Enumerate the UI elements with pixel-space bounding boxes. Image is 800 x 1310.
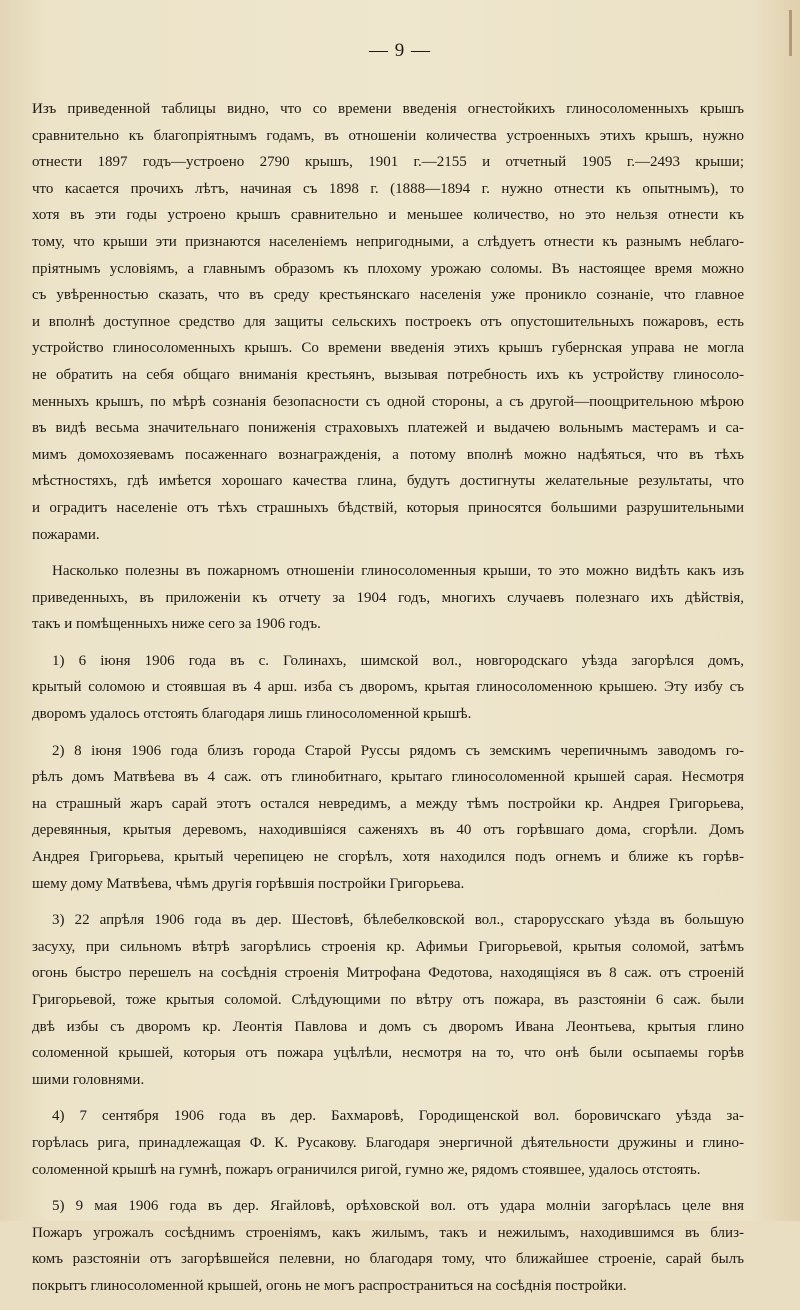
text-line: шему дому Матвѣева, чѣмъ другія горѣвшія постройки Григорьева.: [32, 875, 465, 892]
text-line: Изъ приведенной таблицы видно, что со времени введенія огнестойкихъ глиносоломенныхъ крышъ: [32, 101, 744, 117]
text-line: и оградитъ населеніе отъ тѣхъ страшныхъ бѣдствій, которыя приносятся большими разрушительными: [32, 499, 744, 516]
text-line: мѣстностяхъ, гдѣ имѣется хорошаго качества глина, будутъ достигнуты желательные результаты, что: [32, 473, 744, 490]
paragraph-usefulness: [32, 558, 744, 638]
paragraph-case-5: [32, 1193, 744, 1299]
text-line: пріятнымъ условіямъ, а главнымъ образомъ къ плохому урожаю соломы. Въ настоящее время можно: [32, 260, 744, 277]
text-line: Григорьевой, тоже крытыя соломой. Слѣдующими по вѣтру отъ пожара, въ разстояніи 6 саж. были: [32, 992, 744, 1008]
document-body: [32, 96, 744, 1310]
text-line: мимъ домохозяевамъ посаженнаго вознагражденія, а потому вполнѣ можно надѣяться, что въ тѣхъ: [32, 446, 744, 463]
paragraph-case-2: [32, 738, 744, 898]
text-line: Насколько полезны въ пожарномъ отношеніи глиносоломенныя крыши, то это можно видѣть какъ изъ: [52, 563, 744, 580]
text-line: сравнительно къ благопріятнымъ годамъ, въ отношеніи количества устроенныхъ этихъ крышъ, нужно: [32, 127, 744, 144]
text-line: что касается прочихъ лѣтъ, начиная съ 1898 г. (1888—1894 г. нужно отнести къ опытнымъ), то: [32, 180, 744, 197]
text-line: 2) 8 іюня 1906 года близъ города Старой Руссы рядомъ съ земскимъ черепичнымъ заводомъ го-: [52, 742, 744, 759]
paragraph-case-3: [32, 907, 744, 1093]
page-number: — 9 —: [369, 40, 431, 61]
text-line: 3) 22 апрѣля 1906 года въ дер. Шестовѣ, бѣлебелковской вол., старорусскаго уѣзда въ большую: [52, 912, 744, 929]
text-line: крытый соломою и стоявшая въ 4 арш. изба съ дворомъ, крытая глиносоломенною крышею. Эту избу съ: [32, 679, 744, 696]
paragraph-case-1: [32, 648, 744, 728]
text-line: Пожаръ угрожалъ сосѣднимъ строеніямъ, какъ жилымъ, такъ и нежилымъ, находившимся въ близ-: [32, 1224, 744, 1241]
text-line: двѣ избы съ дворомъ кр. Леонтія Павлова и домъ съ дворомъ Ивана Леонтьева, крытыя глино: [32, 1018, 744, 1035]
text-line: огонь быстро перешелъ на сосѣднія строенія Митрофана Федотова, находящіяся въ 8 саж. отъ строеній: [32, 965, 744, 982]
text-line: отнести 1897 годъ—устроено 2790 крышъ, 1901 г.—2155 и отчетный 1905 г.—2493 крыши;: [32, 154, 744, 171]
text-line: рѣлъ домъ Матвѣева въ 4 саж. отъ глинобитнаго, крытаго глиносоломенной крышей сарая. Несмотря: [32, 769, 744, 786]
text-line: комъ разстояніи отъ загорѣвшейся пелевни, но благодаря тому, что ближайшее строеніе, сарай былъ: [32, 1251, 744, 1268]
text-line: приведенныхъ, въ приложеніи къ отчету за 1904 годъ, многихъ случаевъ полезнаго ихъ дѣйствія,: [32, 589, 744, 606]
text-line: въ видѣ весьма значительнаго пониженія страховыхъ платежей и выдачею вольнымъ мастерамъ и са-: [32, 420, 744, 437]
text-line: шими головнями.: [32, 1071, 145, 1088]
text-line: тому, что крыши эти признаются населеніемъ непригодными, а слѣдуетъ отнести къ разнымъ неблаго-: [32, 233, 744, 250]
text-line: на страшный жаръ сарай этотъ остался невредимъ, а между тѣмъ постройки кр. Андрея Григорьева,: [32, 795, 744, 812]
text-line: засуху, при сильномъ вѣтрѣ загорѣлись строенія кр. Афимьи Григорьевой, крытыя соломой, затѣмъ: [32, 938, 744, 955]
paragraph-intro: [32, 96, 744, 548]
text-line: и вполнѣ доступное средство для защиты сельскихъ построекъ отъ опустошительныхъ пожаровъ, есть: [32, 313, 744, 330]
text-line: 5) 9 мая 1906 года въ дер. Ягайловѣ, орѣховской вол. отъ удара молніи загорѣлась целе вня: [52, 1198, 744, 1215]
text-line: соломенной крышѣ на гумнѣ, пожаръ ограничился ригой, гумно же, рядомъ стоявшее, удалось отстоять.: [32, 1161, 701, 1178]
text-line: дворомъ удалось отстоять благодаря лишь глиносоломенной крышѣ.: [32, 706, 472, 723]
text-line: пожарами.: [32, 526, 100, 543]
text-line: горѣлась рига, принадлежащая Ф. К. Русакову. Благодаря энергичной дѣятельности дружины и глино-: [32, 1134, 744, 1151]
text-line: не обратить на себя общаго вниманія крестьянъ, вызывая потребность ихъ къ устройству глиносоло-: [32, 366, 744, 383]
paragraph-case-4: [32, 1103, 744, 1183]
text-line: съ увѣренностью сказать, что въ среду крестьянскаго населенія уже проникло сознаніе, что главное: [32, 287, 744, 304]
text-line: соломенной крышей, которыя отъ пожара уцѣлѣли, несмотря на то, что онѣ были осыпаемы горѣв: [32, 1045, 744, 1062]
text-line: покрытъ глиносоломенной крышей, огонь не могъ распространиться на сосѣднія постройки.: [32, 1277, 627, 1294]
text-line: деревянныя, крытыя деревомъ, находившіяся саженяхъ въ 40 отъ горѣвшаго дома, сгорѣли. Домъ: [32, 822, 744, 839]
text-line: такъ и помѣщенныхъ ниже сего за 1906 годъ.: [32, 616, 321, 633]
text-line: устройство глиносоломенныхъ крышъ. Со времени введенія этихъ крышъ губернская управа не могла: [32, 340, 744, 357]
text-line: 4) 7 сентября 1906 года въ дер. Бахмаровѣ, Городищенской вол. боровичскаго уѣзда за-: [52, 1108, 744, 1125]
text-line: менныхъ крышъ, по мѣрѣ сознанія безопасности съ одной стороны, а съ другой—поощрительною мѣрою: [32, 393, 744, 410]
text-line: Андрея Григорьева, крытый черепицею не сгорѣлъ, хотя находился подъ огнемъ и ближе къ горѣв-: [32, 849, 744, 866]
text-line: 1) 6 іюня 1906 года въ с. Голинахъ, шимской вол., новгородскаго уѣзда загорѣлся домъ,: [52, 652, 744, 669]
text-line: хотя въ эти годы устроено крышъ сравнительно и меньшее количество, но это нельзя отнести къ: [32, 207, 744, 224]
